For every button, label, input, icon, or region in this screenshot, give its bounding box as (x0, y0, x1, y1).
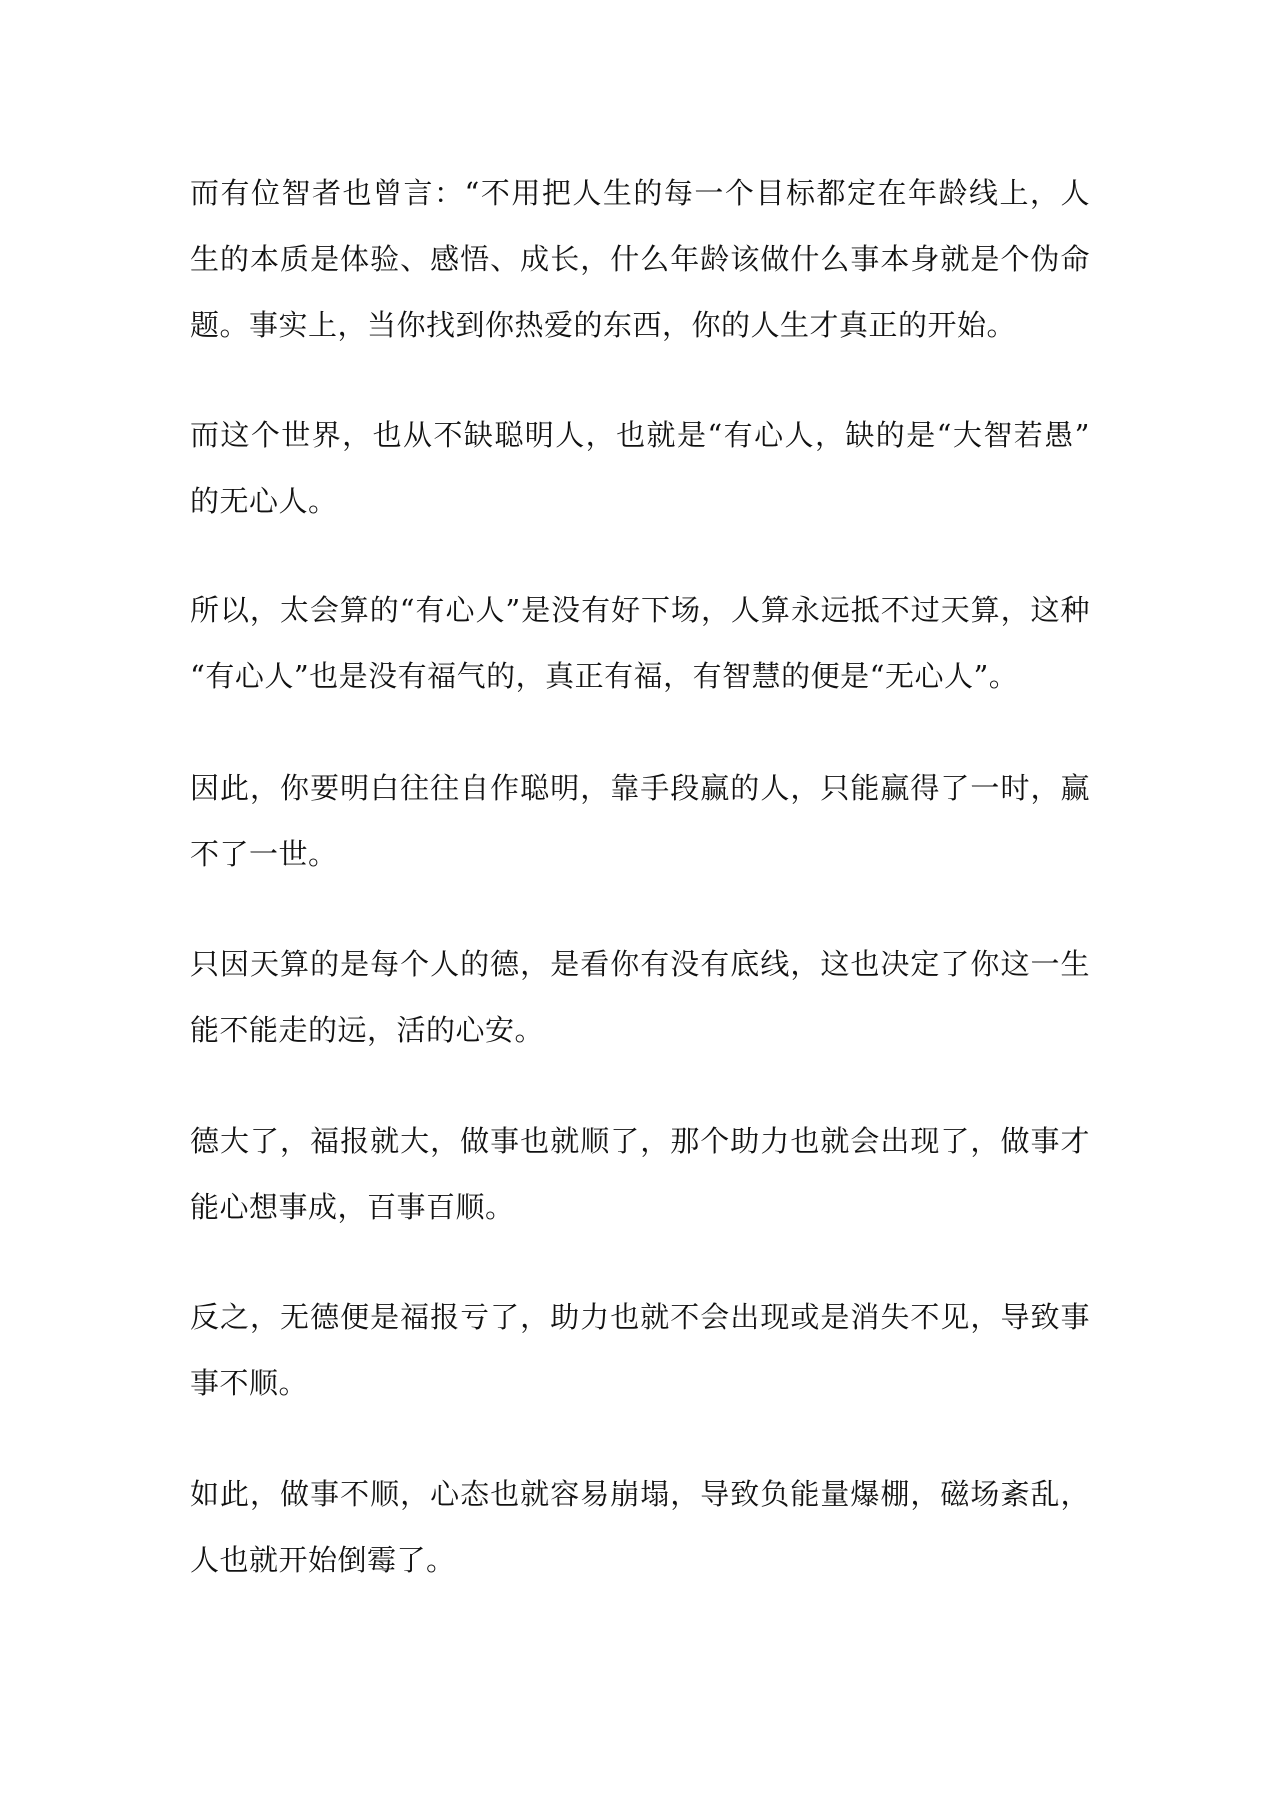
text-line: 能不能走的远，活的心安。 (190, 1013, 545, 1047)
text-line: 人也就开始倒霉了。 (190, 1543, 456, 1577)
text-line: 的无心人。 (190, 484, 338, 518)
paragraph-6 (190, 1108, 1090, 1240)
text-line: 不了一世。 (190, 837, 338, 871)
paragraph-7 (190, 1284, 1090, 1416)
text-line: 题。事实上，当你找到你热爱的东西，你的人生才真正的开始。 (190, 308, 1017, 342)
paragraph-3 (190, 577, 1090, 709)
text-line: 反之，无德便是福报亏了，助力也就不会出现或是消失不见，导致事 (190, 1300, 1090, 1334)
text-line: 因此，你要明白往往自作聪明，靠手段赢的人，只能赢得了一时，赢 (190, 771, 1090, 805)
text-line: 能心想事成，百事百顺。 (190, 1190, 515, 1224)
text-line: 如此，做事不顺，心态也就容易崩塌，导致负能量爆棚，磁场紊乱， (190, 1477, 1090, 1511)
paragraph-5 (190, 931, 1090, 1063)
text-line: 事不顺。 (190, 1366, 309, 1400)
text-line: 生的本质是体验、感悟、成长，什么年龄该做什么事本身就是个伪命 (190, 242, 1090, 276)
text-line: 所以，太会算的“有心人”是没有好下场，人算永远抵不过天算，这种 (190, 593, 1090, 627)
text-line: 德大了，福报就大，做事也就顺了，那个助力也就会出现了，做事才 (190, 1124, 1090, 1158)
paragraph-4 (190, 755, 1090, 887)
paragraph-1 (190, 160, 1090, 358)
paragraph-2 (190, 402, 1090, 534)
paragraph-8 (190, 1461, 1090, 1593)
text-line: “有心人”也是没有福气的，真正有福，有智慧的便是“无心人”。 (190, 659, 1019, 693)
text-line: 只因天算的是每个人的德，是看你有没有底线，这也决定了你这一生 (190, 947, 1090, 981)
text-line: 而这个世界，也从不缺聪明人，也就是“有心人，缺的是“大智若愚” (190, 418, 1090, 452)
text-line: 而有位智者也曾言：“不用把人生的每一个目标都定在年龄线上，人 (190, 176, 1090, 210)
